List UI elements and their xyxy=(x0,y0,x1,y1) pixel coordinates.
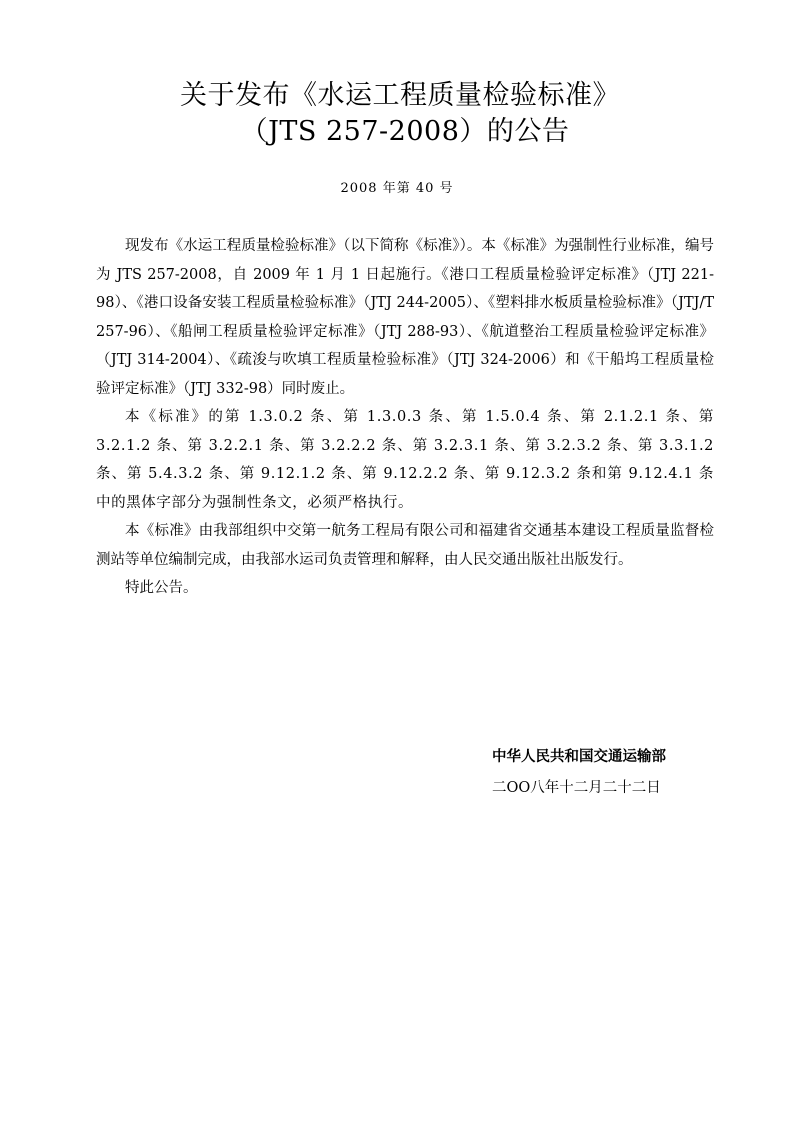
paragraph-mandatory-clauses: 本《标准》的第 1.3.0.2 条、第 1.3.0.3 条、第 1.5.0.4 条、第 2.1.2.1 条、第 3.2.1.2 条、第 3.2.2.1 条、第 3.2.2.2 条、第 3.2.3.1 条、第 3.2.3.2 条、第 3.3.1.2 条、第 5.4.3.2 条、第 9.12.1.2 条、第 9.12.2.2 条、第 9.12.3.2 条和第 9.12.4.1 条中的黑体字部分为强制性条文，必须严格执行。 xyxy=(96,409,714,511)
paragraph-closing: 特此公告。 xyxy=(125,580,198,596)
title-line-1: 关于发布《水运工程质量检验标准》 xyxy=(180,80,620,111)
document-number: 2008 年第 40 号 xyxy=(340,181,454,196)
issue-date: 二OO八年十二月二十二日 xyxy=(492,780,661,796)
paragraph-publication: 现发布《水运工程质量检验标准》（以下简称《标准》）。本《标准》为强制性行业标准，编号为 JTS 257-2008，自 2009 年 1 月 1 日起施行。《港口工程质量检验评定标准》（JTJ 221-98）、《港口设备安装工程质量检验标准》（JTJ 244-2005）、《塑料排水板质量检验标准》（JTJ/T 257-96）、《船闸工程质量检验评定标准》（JTJ 288-93）、《航道整治工程质量检验评定标准》（JTJ 314-2004）、《疏浚与吹填工程质量检验标准》（JTJ 324-2006）和《干船坞工程质量检验评定标准》（JTJ 332-98）同时废止。 xyxy=(96,238,714,397)
paragraph-compilation: 本《标准》由我部组织中交第一航务工程局有限公司和福建省交通基本建设工程质量监督检测站等单位编制完成，由我部水运司负责管理和解释，由人民交通出版社出版发行。 xyxy=(96,523,714,568)
issuing-authority: 中华人民共和国交通运输部 xyxy=(492,749,666,765)
announcement-title xyxy=(0,78,794,150)
announcement-body xyxy=(96,232,714,603)
title-line-2: （JTS 257-2008）的公告 xyxy=(240,116,570,147)
